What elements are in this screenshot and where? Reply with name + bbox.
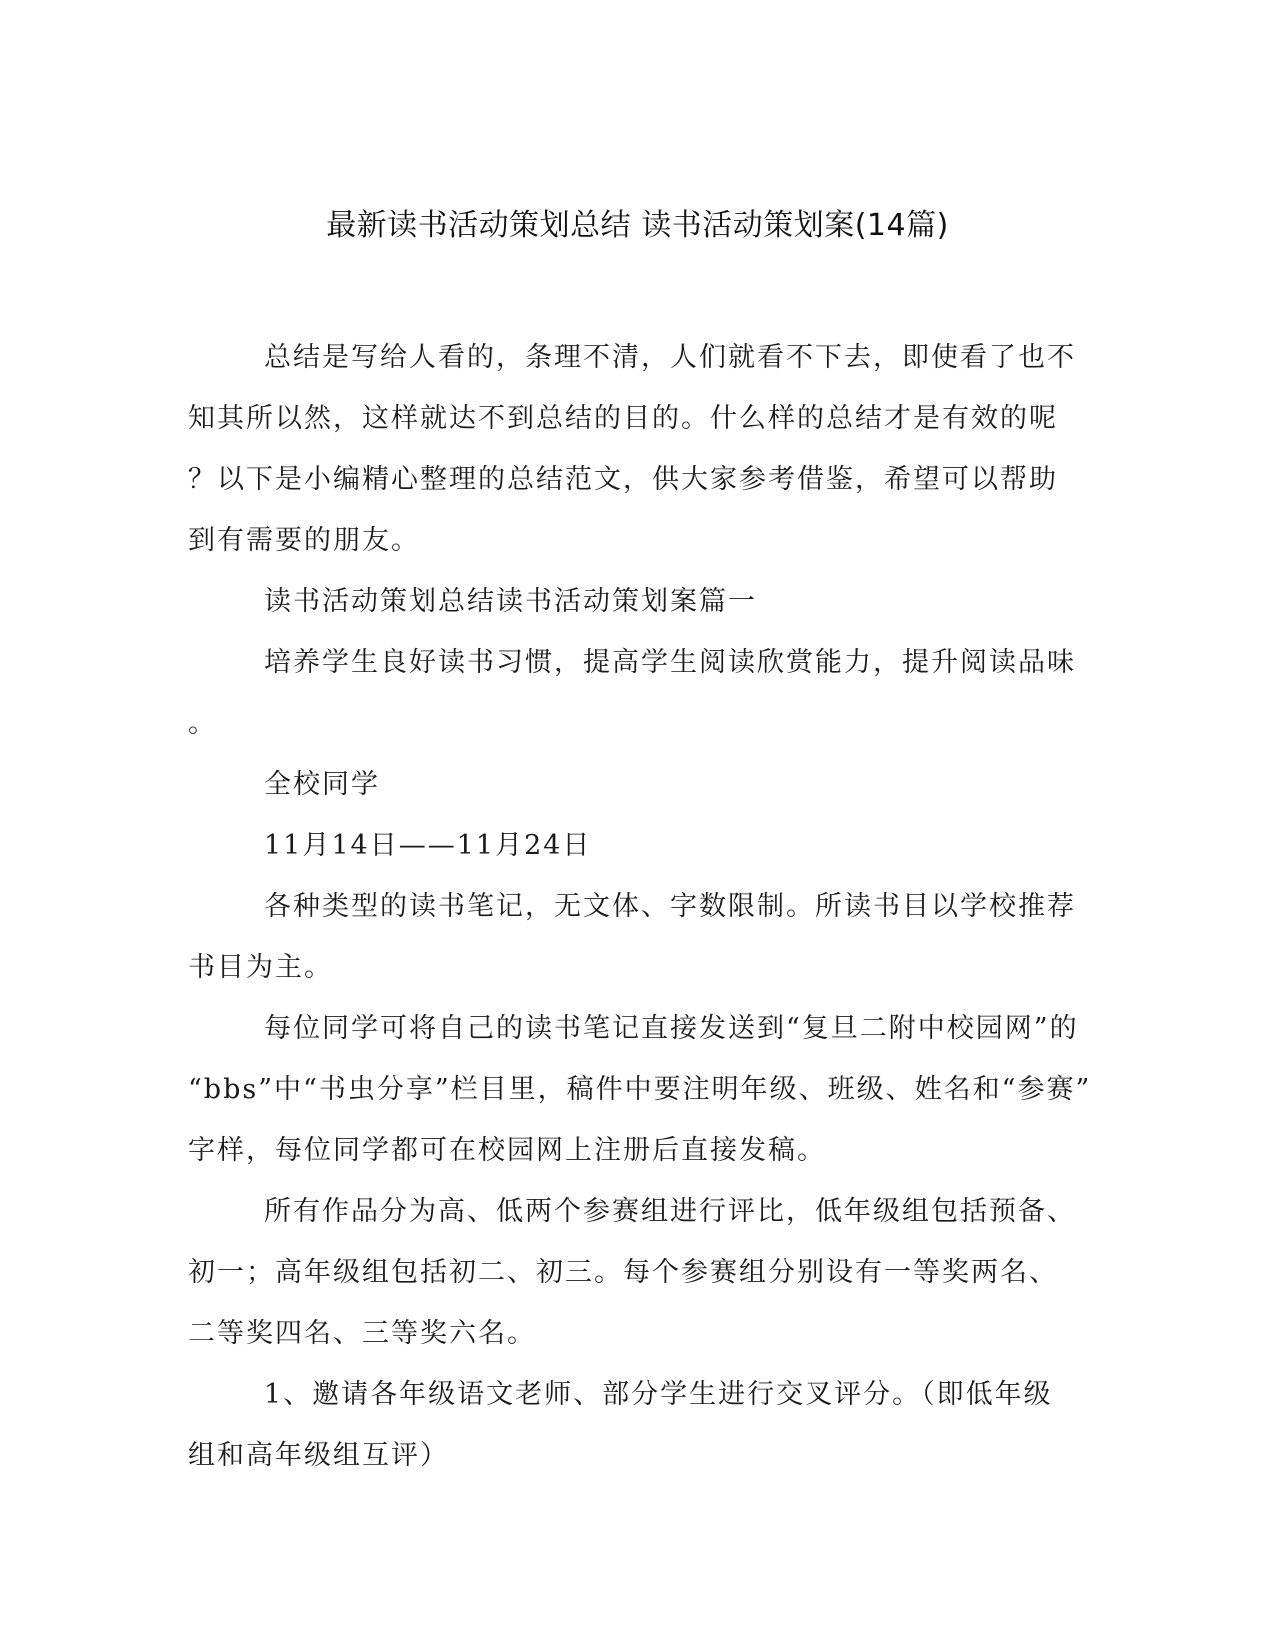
document-title: 最新读书活动策划总结 读书活动策划案(14篇) [326, 208, 949, 243]
text-line: 组和高年级组互评） [188, 1440, 449, 1471]
text-line: 二等奖四名、三等奖六名。 [188, 1318, 536, 1349]
text-line: 总结是写给人看的，条理不清，人们就看不下去，即使看了也不 [264, 342, 1076, 373]
text-line: 初一；高年级组包括初二、初三。每个参赛组分别设有一等奖两名、 [188, 1257, 1058, 1288]
text-line: “bbs”中“书虫分享”栏目里，稿件中要注明年级、班级、姓名和“参赛” [188, 1074, 1092, 1105]
text-line: 每位同学可将自己的读书笔记直接发送到“复旦二附中校园网”的 [264, 1013, 1079, 1044]
text-line: 1、邀请各年级语文老师、部分学生进行交叉评分。（即低年级 [264, 1379, 1053, 1410]
text-line: 全校同学 [264, 769, 380, 800]
text-line: 到有需要的朋友。 [188, 525, 420, 556]
section-heading: 读书活动策划总结读书活动策划案篇一 [264, 586, 757, 617]
text-line: 所有作品分为高、低两个参赛组进行评比，低年级组包括预备、 [264, 1196, 1076, 1227]
text-line: 知其所以然，这样就达不到总结的目的。什么样的总结才是有效的呢 [188, 403, 1058, 434]
text-line: 书目为主。 [188, 952, 333, 983]
text-line: 。 [188, 708, 217, 739]
text-line: ？以下是小编精心整理的总结范文，供大家参考借鉴，希望可以帮助 [188, 464, 1058, 495]
document-body [188, 327, 1092, 1486]
text-line: 11月14日——11月24日 [264, 830, 592, 861]
text-line: 字样，每位同学都可在校园网上注册后直接发稿。 [188, 1135, 826, 1166]
text-line: 各种类型的读书笔记，无文体、字数限制。所读书目以学校推荐 [264, 891, 1076, 922]
text-line: 培养学生良好读书习惯，提高学生阅读欣赏能力，提升阅读品味 [264, 647, 1076, 678]
